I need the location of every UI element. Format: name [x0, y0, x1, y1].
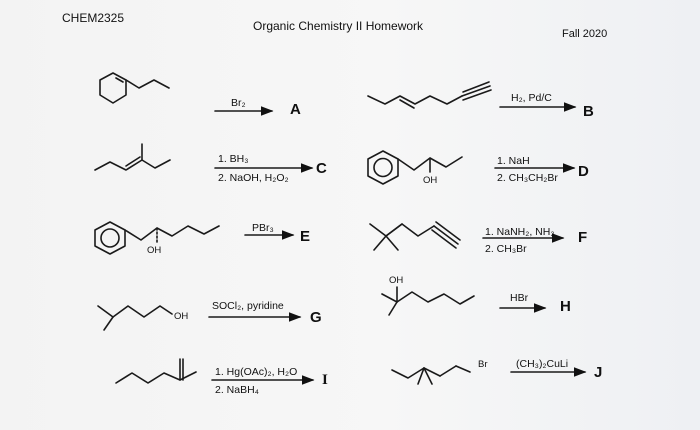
structure-c [95, 144, 170, 170]
structure-g [98, 306, 172, 330]
product-label-j: J [594, 364, 603, 381]
conditions-f-step2: 2. CH₃Br [485, 243, 527, 255]
product-label-i: I [322, 372, 328, 388]
br-label-j: Br [478, 359, 488, 370]
product-label-f: F [578, 229, 588, 246]
conditions-f-step1: 1. NaNH₂, NH₃ [485, 226, 555, 238]
conditions-h: HBr [510, 292, 529, 304]
structure-d [368, 151, 462, 184]
structure-f [370, 222, 460, 250]
structure-h [382, 287, 474, 315]
conditions-g: SOCl₂, pyridine [212, 300, 284, 312]
conditions-c-step1: 1. BH₃ [218, 153, 249, 165]
conditions-i-step2: 2. NaBH₄ [215, 384, 259, 396]
conditions-b: H₂, Pd/C [511, 92, 552, 104]
product-label-b: B [583, 103, 594, 120]
oh-label-h: OH [389, 275, 404, 286]
product-label-d: D [578, 163, 589, 180]
oh-label-g: OH [174, 311, 189, 322]
product-label-a: A [290, 101, 301, 118]
conditions-a: Br₂ [231, 97, 246, 109]
conditions-d-step2: 2. CH₃CH₂Br [497, 172, 558, 184]
structure-a [100, 73, 169, 103]
page-title: Organic Chemistry II Homework [253, 19, 424, 33]
conditions-j: (CH₃)₂CuLi [516, 358, 569, 370]
product-label-c: C [316, 160, 327, 177]
oh-label-d: OH [423, 175, 438, 186]
product-label-g: G [310, 309, 322, 326]
conditions-c-step2: 2. NaOH, H₂O₂ [218, 172, 289, 184]
structure-i [116, 359, 196, 383]
course-code: CHEM2325 [62, 11, 125, 25]
conditions-d-step1: 1. NaH [497, 155, 530, 167]
term-label: Fall 2020 [562, 28, 608, 40]
product-label-h: H [560, 298, 571, 315]
structure-j [392, 366, 470, 384]
product-label-e: E [300, 228, 311, 245]
conditions-e: PBr₃ [252, 222, 274, 234]
oh-label-e: OH [147, 245, 162, 256]
structure-b [368, 82, 491, 108]
conditions-i-step1: 1. Hg(OAc)₂, H₂O [215, 366, 298, 378]
